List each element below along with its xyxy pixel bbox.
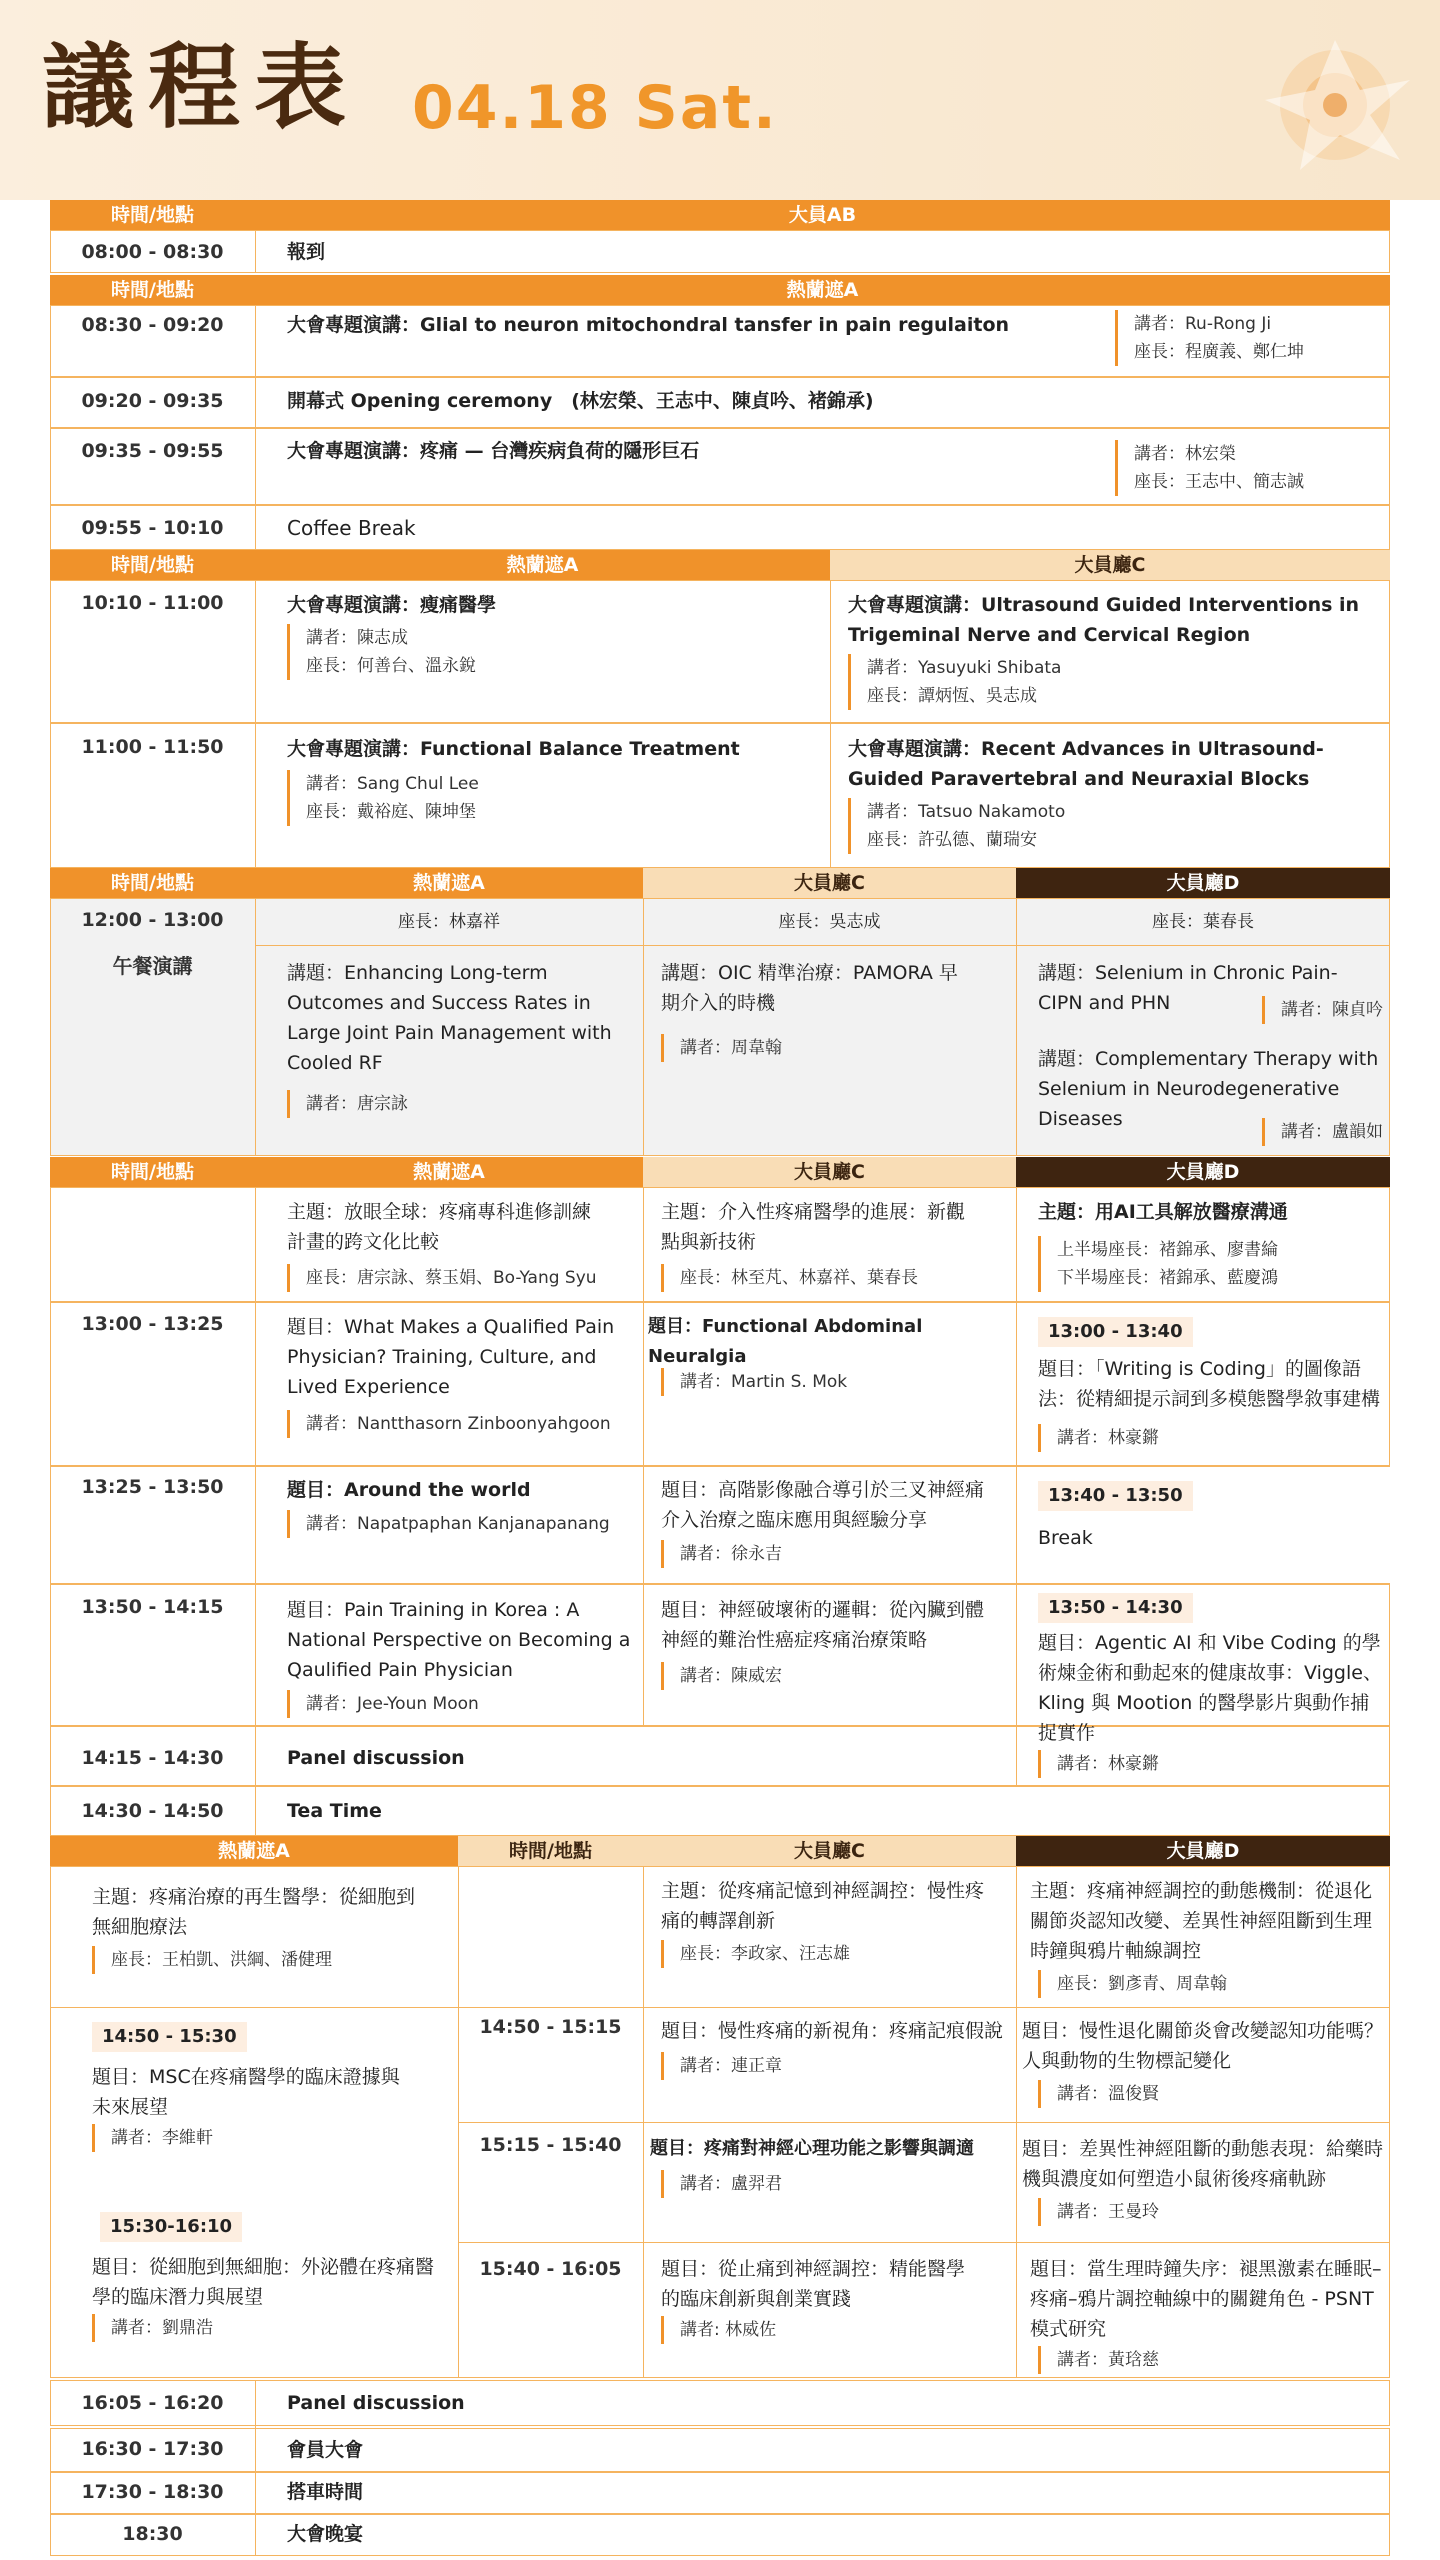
room-header-d: 大員廳D <box>1016 868 1390 898</box>
shuttle-time: 搭車時間 <box>287 2481 364 2503</box>
coffee-break: Coffee Break <box>287 516 416 540</box>
tea-time: Tea Time <box>287 1800 382 1822</box>
lunch-a-topic: 講題：Enhancing Long-term Outcomes and Success Rates in Large Joint Pain Management with Cooled RF <box>287 962 612 1074</box>
speaker: 講者：Ru-Rong Ji <box>1134 314 1272 334</box>
talk-d3: 題目：Agentic AI 和 Vibe Coding 的學術煉金術和動起來的健康故事：Viggle、Kling 與 Mootion 的醫學影片與動作捕捉實作 <box>1038 1632 1382 1744</box>
session-c2-title: 大會專題演講：Recent Advances in Ultrasound-Guided Paravertebral and Neuraxial Blocks <box>848 738 1324 790</box>
chair: 座長：王志中、簡志誠 <box>1134 472 1304 492</box>
theme-d: 主題：用AI工具解放醫療溝通 <box>1038 1201 1288 1223</box>
talk-d3-time-badge <box>1038 1592 1193 1623</box>
theme-neuromod: 主題：疼痛神經調控的動態機制：從退化關節炎認知改變、差異性神經阻斷到生理時鐘與鴉片軸線調控 <box>1030 1880 1373 1962</box>
time-1430: 14:30 - 14:50 <box>81 1800 224 1822</box>
talk-c1: 題目：Functional Abdominal Neuralgia <box>648 1316 923 1367</box>
neuromod-2-speaker: 講者：王曼玲 <box>1038 2198 1159 2226</box>
time-0800: 08:00 - 08:30 <box>81 241 224 263</box>
lunch-c-speaker: 講者：周韋翰 <box>661 1034 782 1062</box>
lunch-c-chair: 座長：吳志成 <box>778 912 881 932</box>
room-header-a: 熱蘭遮A <box>255 550 830 580</box>
chair-second-half: 下半場座長：褚錦承、藍慶鴻 <box>1057 1268 1278 1288</box>
neuromod-1-title: 題目：慢性退化關節炎會改變認知功能嗎？人與動物的生物標記變化 <box>1022 2020 1384 2072</box>
neuromod-2-title: 題目：差異性神經阻斷的動態表現：給藥時機與濃度如何塑造小鼠術後疼痛軌跡 <box>1022 2138 1384 2190</box>
session-c1-title: 大會專題演講：Ultrasound Guided Interventions in Trigeminal Nerve and Cervical Region <box>848 594 1360 646</box>
lunch-d-chair: 座長：葉春長 <box>1152 912 1254 932</box>
talk-d1-speaker: 講者：林豪鏘 <box>1038 1424 1159 1452</box>
memory-1-speaker: 講者：連正章 <box>661 2052 782 2080</box>
theme-c: 主題：介入性疼痛醫學的進展：新觀點與新技術 <box>661 1201 966 1253</box>
talk-a1: 題目：What Makes a Qualified Pain Physician? Training, Culture, and Lived Experience <box>287 1316 615 1398</box>
decorative-flower-icon <box>1240 20 1440 200</box>
time-1540: 15:40 - 16:05 <box>479 2258 622 2280</box>
talk-d1-time: 13:00 - 13:40 <box>1038 1317 1193 1347</box>
talk-a2: 題目：Around the world <box>287 1479 531 1501</box>
page-title: 議程表 <box>42 34 361 141</box>
theme-memory-chair: 座長：李政家、汪志雄 <box>661 1940 850 1968</box>
room-header-c: 大員廳C <box>643 1157 1016 1187</box>
time-location-header: 時間/地點 <box>50 868 255 898</box>
room-header-a: 熱蘭遮A <box>50 1836 458 1866</box>
theme-c-chair: 座長：林至芃、林嘉祥、葉春長 <box>661 1264 918 1292</box>
theme-memory: 主題：從疼痛記憶到神經調控：慢性疼痛的轉譯創新 <box>661 1880 985 1932</box>
panel-discussion-2: Panel discussion <box>287 2392 465 2414</box>
event-date: 04.18 Sat. <box>412 73 778 143</box>
memory-2-title: 題目：疼痛對神經心理功能之影響與調適 <box>650 2138 974 2159</box>
time-location-header: 時間/地點 <box>50 1157 255 1187</box>
chair: 座長：戴裕庭、陳坤堡 <box>306 802 476 822</box>
theme-a-chair: 座長：唐宗詠、蔡玉娟、Bo-Yang Syu <box>287 1264 597 1292</box>
time-location-header: 時間/地點 <box>50 275 255 305</box>
keynote-2-title: 大會專題演講：疼痛 — 台灣疾病負荷的隱形巨石 <box>287 440 700 462</box>
time-1630: 16:30 - 17:30 <box>81 2438 224 2460</box>
lunch-label: 午餐演講 <box>112 954 193 978</box>
time-0955: 09:55 - 10:10 <box>81 517 224 539</box>
room-header-d: 大員廳D <box>1016 1157 1390 1187</box>
neuromod-1-speaker: 講者：溫俊賢 <box>1038 2080 1159 2108</box>
lunch-c-topic: 講題：OIC 精準治療：PAMORA 早期介入的時機 <box>661 962 958 1014</box>
talk-d3-time: 13:50 - 14:30 <box>1038 1593 1193 1623</box>
regen-2-time: 15:30-16:10 <box>100 2212 242 2242</box>
talk-c3: 題目：神經破壞術的邏輯：從內臟到體神經的難治性癌症疼痛治療策略 <box>661 1599 985 1651</box>
lunch-d-speaker-1: 講者：陳貞吟 <box>1262 996 1383 1024</box>
regen-1-speaker: 講者：李維軒 <box>92 2124 213 2152</box>
speaker: 講者：林宏榮 <box>1134 444 1236 464</box>
checkin-label: 報到 <box>287 241 326 263</box>
lunch-a-speaker: 講者：唐宗詠 <box>287 1090 408 1118</box>
memory-3-title: 題目：從止痛到神經調控：精能醫學的臨床創新與創業實踐 <box>661 2258 966 2310</box>
members-assembly: 會員大會 <box>287 2439 364 2461</box>
time-1010: 10:10 - 11:00 <box>81 592 224 614</box>
talk-c2-speaker: 講者：徐永吉 <box>661 1540 782 1568</box>
speaker: 講者：Yasuyuki Shibata <box>867 658 1062 678</box>
talk-c2: 題目：高階影像融合導引於三叉神經痛介入治療之臨床應用與經驗分享 <box>661 1479 985 1531</box>
room-header-a: 熱蘭遮A <box>255 868 643 898</box>
talk-c3-speaker: 講者：陳威宏 <box>661 1662 782 1690</box>
lunch-d-topic-1: 講題：Selenium in Chronic Pain-CIPN and PHN <box>1038 962 1338 1014</box>
talk-c1-speaker: 講者：Martin S. Mok <box>661 1368 847 1396</box>
regen-2-speaker: 講者：劉鼎浩 <box>92 2314 213 2342</box>
chair: 座長：程廣義、鄭仁坤 <box>1134 342 1304 362</box>
regen-1-time: 14:50 - 15:30 <box>92 2022 247 2052</box>
lunch-d-speaker-2: 講者：盧韻如 <box>1262 1118 1383 1146</box>
neuromod-3-title: 題目：當生理時鐘失序：褪黑激素在睡眠–疼痛–鴉片調控軸線中的關鍵角色 - PSNT 模式研究 <box>1030 2258 1382 2340</box>
time-1605: 16:05 - 16:20 <box>81 2392 224 2414</box>
theme-neuromod-chair: 座長：劉彥青、周韋翰 <box>1038 1970 1227 1998</box>
chair: 座長：譚炳恆、吳志成 <box>867 686 1037 706</box>
panel-discussion-1: Panel discussion <box>287 1747 465 1769</box>
session-a1-title: 大會專題演講：瘦痛醫學 <box>287 594 497 616</box>
room-header-c: 大員廳C <box>643 868 1016 898</box>
banquet: 大會晚宴 <box>287 2523 364 2545</box>
regen-2-time-badge <box>100 2211 242 2242</box>
time-0920: 09:20 - 09:35 <box>81 390 224 412</box>
speaker: 講者：Tatsuo Nakamoto <box>867 802 1066 822</box>
theme-d-chairs <box>1038 1236 1278 1292</box>
keynote-1-meta <box>1115 310 1304 366</box>
memory-2-speaker: 講者：盧羿君 <box>661 2170 782 2198</box>
regen-1-time-badge <box>92 2021 247 2052</box>
talk-a3: 題目：Pain Training in Korea : A National Perspective on Becoming a Qaulified Pain Physician <box>287 1599 631 1681</box>
time-1450: 14:50 - 15:15 <box>479 2016 622 2038</box>
session-a1-meta <box>287 624 476 680</box>
talk-d1-time-badge <box>1038 1316 1193 1347</box>
time-location-header: 時間/地點 <box>50 550 255 580</box>
time-0830: 08:30 - 09:20 <box>81 314 224 336</box>
time-location-header: 時間/地點 <box>50 200 255 230</box>
time-1830: 18:30 <box>122 2523 183 2545</box>
talk-d2-break: Break <box>1038 1527 1093 1549</box>
talk-a1-speaker: 講者：Nantthasorn Zinboonyahgoon <box>287 1410 611 1438</box>
talk-a3-speaker: 講者：Jee-Youn Moon <box>287 1690 479 1718</box>
time-1200: 12:00 - 13:00 <box>81 909 224 931</box>
chair-first-half: 上半場座長：褚錦承、廖書綸 <box>1057 1240 1278 1260</box>
talk-d1: 題目：「Writing is Coding」的圖像語法：從精細提示詞到多模態醫學敘事建構 <box>1038 1358 1381 1410</box>
time-1325: 13:25 - 13:50 <box>81 1476 224 1498</box>
session-c1-meta <box>848 654 1061 710</box>
session-c2-meta <box>848 798 1065 854</box>
session-a2-title: 大會專題演講：Functional Balance Treatment <box>287 738 740 760</box>
keynote-2-meta <box>1115 440 1304 496</box>
time-1415: 14:15 - 14:30 <box>81 1747 224 1769</box>
opening-ceremony: 開幕式 Opening ceremony (林宏榮、王志中、陳貞吟、褚錦承) <box>287 390 874 412</box>
time-1350: 13:50 - 14:15 <box>81 1596 224 1618</box>
talk-d3-speaker: 講者：林豪鏘 <box>1038 1750 1159 1778</box>
room-header-d: 大員廳D <box>1016 1836 1390 1866</box>
chair: 座長：何善台、溫永銳 <box>306 656 476 676</box>
regen-2-title: 題目：從細胞到無細胞：外泌體在疼痛醫學的臨床潛力與展望 <box>92 2256 435 2308</box>
room-header-a: 熱蘭遮A <box>255 1157 643 1187</box>
session-a2-meta <box>287 770 479 826</box>
time-1515: 15:15 - 15:40 <box>479 2134 622 2156</box>
talk-d2-time-badge <box>1038 1480 1193 1511</box>
theme-regen-chair: 座長：王柏凱、洪綱、潘健理 <box>92 1946 332 1974</box>
header-banner <box>0 0 1440 200</box>
lunch-a-chair: 座長：林嘉祥 <box>398 912 500 932</box>
time-1300: 13:00 - 13:25 <box>81 1313 224 1335</box>
memory-1-title: 題目：慢性疼痛的新視角：疼痛記痕假說 <box>661 2020 1004 2042</box>
room-header-ab: 大員AB <box>255 200 1390 230</box>
theme-regen: 主題：疼痛治療的再生醫學：從細胞到無細胞療法 <box>92 1886 416 1938</box>
speaker: 講者：陳志成 <box>306 628 408 648</box>
regen-1-title: 題目：MSC在疼痛醫學的臨床證據與未來展望 <box>92 2066 400 2118</box>
room-header-c: 大員廳C <box>830 550 1390 580</box>
room-header-c: 大員廳C <box>643 1836 1016 1866</box>
theme-a: 主題：放眼全球：疼痛專科進修訓練計畫的跨文化比較 <box>287 1201 592 1253</box>
time-0935: 09:35 - 09:55 <box>81 440 224 462</box>
memory-3-speaker: 講者: 林威佐 <box>661 2316 776 2344</box>
talk-a2-speaker: 講者：Napatpaphan Kanjanapanang <box>287 1510 610 1538</box>
speaker: 講者：Sang Chul Lee <box>306 774 479 794</box>
time-1100: 11:00 - 11:50 <box>81 736 224 758</box>
time-1730: 17:30 - 18:30 <box>81 2481 224 2503</box>
room-header-a: 熱蘭遮A <box>255 275 1390 305</box>
talk-d2-time: 13:40 - 13:50 <box>1038 1481 1193 1511</box>
lunch-d-topic-2: 講題：Complementary Therapy with Selenium in Neurodegenerative Diseases <box>1038 1048 1379 1130</box>
neuromod-3-speaker: 講者：黃琀慈 <box>1038 2346 1159 2374</box>
keynote-1-title: 大會專題演講：Glial to neuron mitochondral tansfer in pain regulaiton <box>287 314 1010 336</box>
chair: 座長：許弘德、蘭瑞安 <box>867 830 1037 850</box>
time-location-header: 時間/地點 <box>458 1836 643 1866</box>
